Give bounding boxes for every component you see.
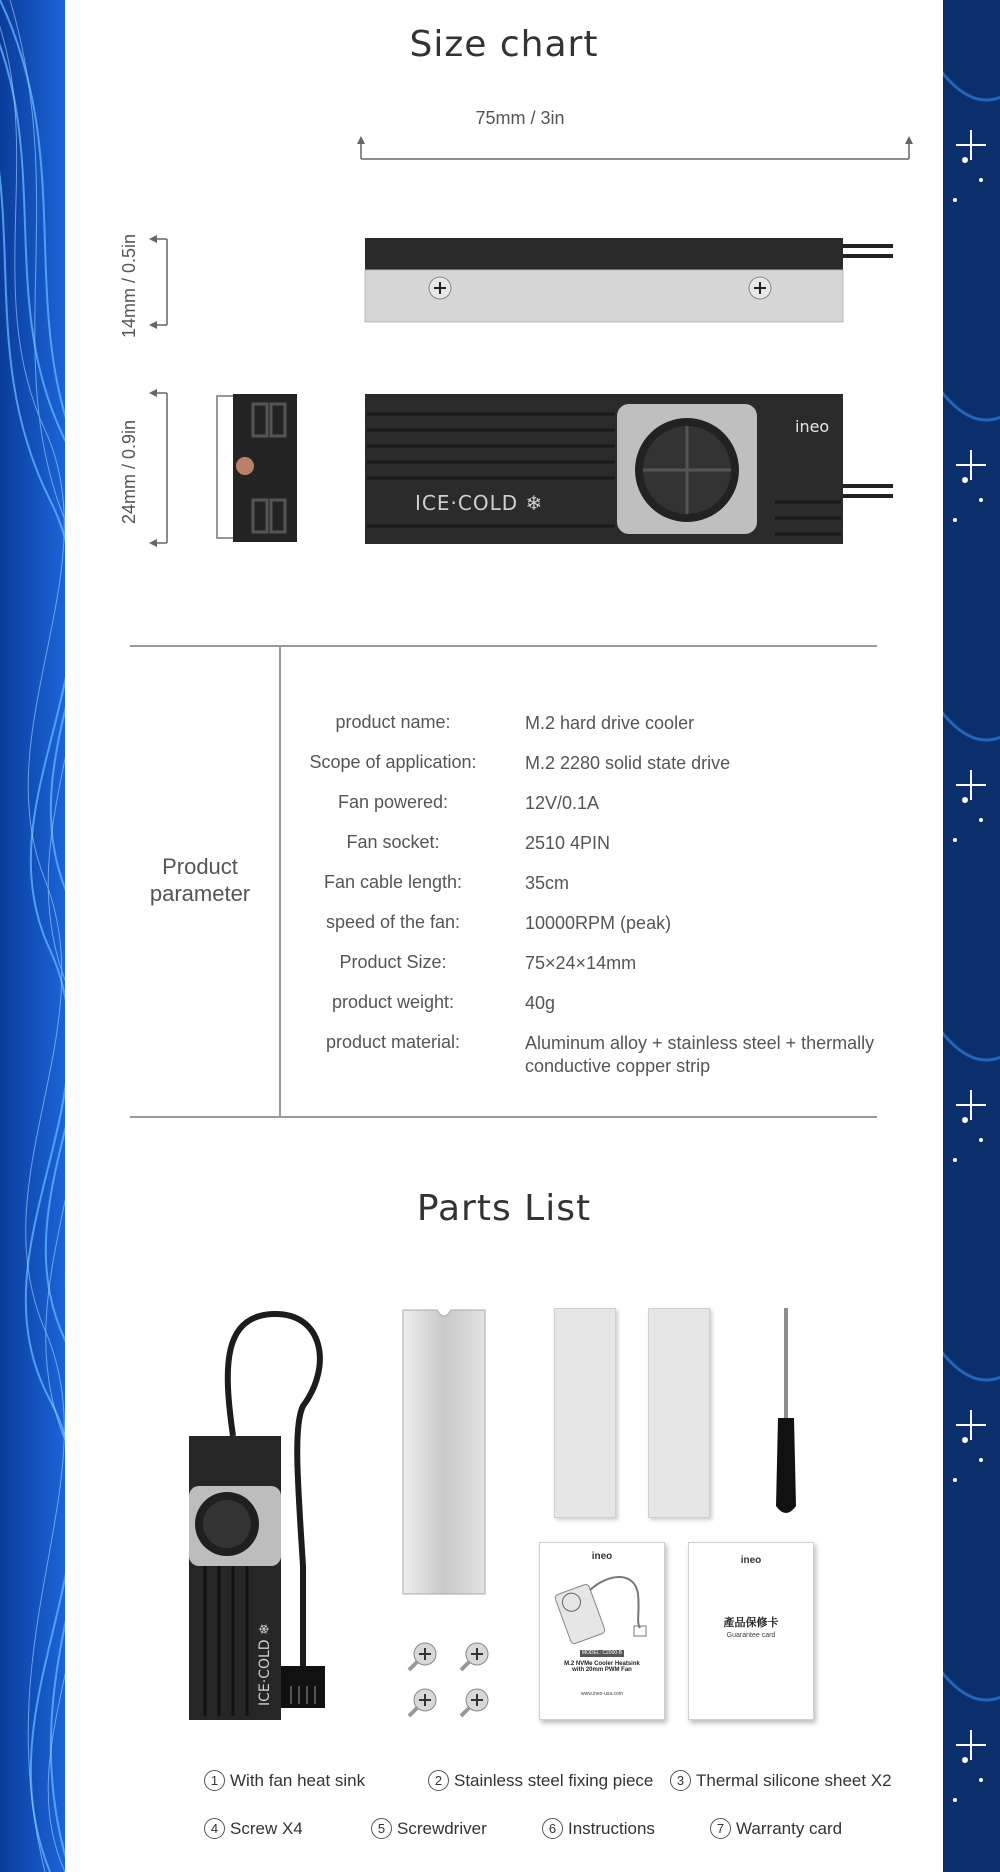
param-label: product material: (325, 1032, 461, 1052)
warranty-title-en: Guarantee card (726, 1632, 776, 1639)
part-screwdriver-image (771, 1306, 801, 1526)
param-value: 75×24×14mm (525, 953, 637, 973)
parts-legend-item: 7 Warranty card (710, 1818, 842, 1839)
param-label: speed of the fan: (325, 912, 461, 932)
part-thermal-sheet-1 (554, 1308, 616, 1518)
param-value: Aluminum alloy + stainless steel + thermally conductive copper strip (525, 1033, 875, 1076)
part-warranty-card-image (688, 1542, 814, 1720)
part-screws-image (401, 1636, 521, 1730)
param-label: Fan powered: (337, 792, 449, 812)
svg-text:ICE·COLD ❄: ICE·COLD ❄ (257, 1623, 273, 1706)
item-number-badge: 3 (670, 1770, 691, 1791)
param-label: Fan cable length: (323, 872, 463, 892)
parts-legend-item: 5 Screwdriver (371, 1818, 487, 1839)
ineo-logo: ineo (795, 417, 830, 436)
parts-legend-item: 3 Thermal silicone sheet X2 (670, 1770, 892, 1791)
manual-model-badge: MODEL: C2000-B (581, 1650, 623, 1656)
param-value: 2510 4PIN (525, 833, 611, 853)
manual-logo: ineo (591, 1551, 613, 1562)
param-value: 10000RPM (peak) (525, 913, 672, 933)
item-number-badge: 6 (542, 1818, 563, 1839)
end-view-diagram (213, 390, 303, 546)
width-dimension-line (355, 134, 915, 164)
table-bottom-rule (130, 1116, 877, 1118)
param-value: M.2 hard drive cooler (525, 713, 695, 733)
depth-dimension-label: 24mm / 0.9in (119, 419, 139, 524)
parts-legend-item: 2 Stainless steel fixing piece (428, 1770, 653, 1791)
part-thermal-sheet-2 (648, 1308, 710, 1518)
item-number-badge: 1 (204, 1770, 225, 1791)
part-instructions-image (539, 1542, 665, 1720)
parts-legend-item: 1 With fan heat sink (204, 1770, 365, 1791)
param-value: 40g (525, 993, 556, 1013)
table-top-rule (130, 645, 877, 647)
param-value: 35cm (525, 873, 570, 893)
ice-cold-logo: ICE·COLD ❄ (415, 491, 544, 515)
product-detail-page (65, 0, 943, 1872)
depth-dimension-line (147, 388, 177, 548)
size-chart-title: Size chart (409, 24, 599, 65)
side-view-diagram (355, 236, 955, 328)
manual-product-illustration (540, 1562, 664, 1646)
warranty-title-cn: 產品保修卡 (723, 1617, 779, 1629)
part-fan-heat-sink-image (183, 1306, 363, 1726)
manual-title-line2: with 20mm PWM Fan (572, 1667, 632, 1673)
param-label: Scope of application: (309, 752, 477, 772)
part-fixing-piece-image (401, 1308, 487, 1596)
width-dimension-label: 75mm / 3in (475, 108, 565, 128)
warranty-logo: ineo (740, 1555, 762, 1566)
param-value: M.2 2280 solid state drive (525, 753, 731, 773)
parts-legend-item: 6 Instructions (542, 1818, 655, 1839)
param-label: product name: (335, 712, 451, 732)
param-label: Product Size: (339, 952, 447, 972)
left-decorative-panel (0, 0, 65, 1872)
height-dimension-label: 14mm / 0.5in (119, 233, 139, 338)
param-label: Fan socket: (346, 832, 440, 852)
parameter-heading: Product parameter (149, 854, 251, 906)
parts-list-title: Parts List (416, 1188, 592, 1229)
item-number-badge: 5 (371, 1818, 392, 1839)
item-number-badge: 2 (428, 1770, 449, 1791)
top-view-diagram (355, 390, 955, 548)
param-label: product weight: (331, 992, 455, 1012)
manual-url: www.ineo-usa.com (581, 1691, 623, 1697)
param-value: 12V/0.1A (525, 793, 600, 813)
manual-title-line1: M.2 NVMe Cooler Heatsink (564, 1661, 640, 1667)
parts-legend-item: 4 Screw X4 (204, 1818, 303, 1839)
height-dimension-line (147, 234, 177, 330)
item-number-badge: 7 (710, 1818, 731, 1839)
item-number-badge: 4 (204, 1818, 225, 1839)
